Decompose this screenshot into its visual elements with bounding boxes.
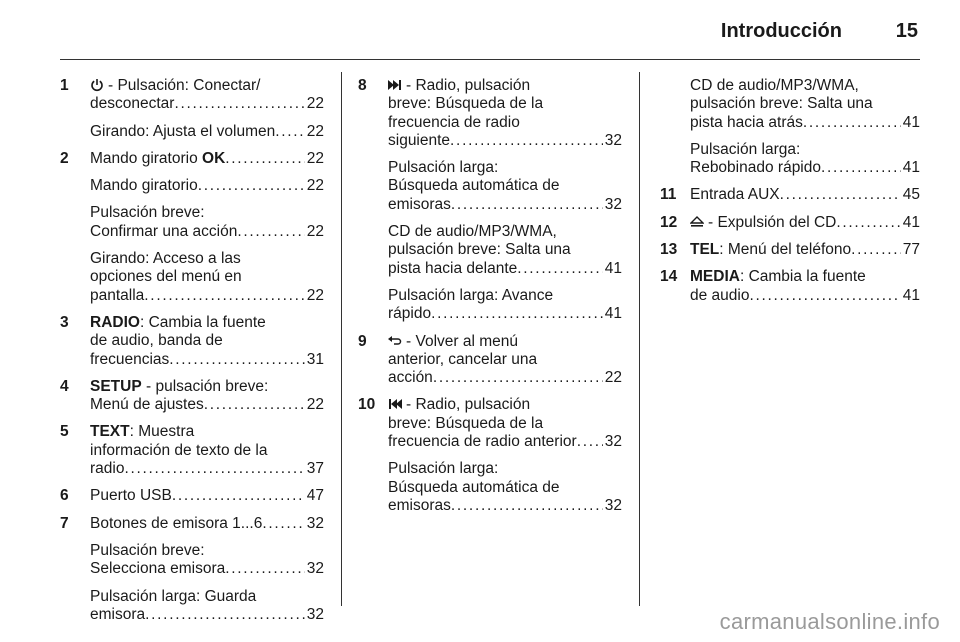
dot-leader <box>144 287 304 305</box>
entry-text: Pulsación larga: <box>388 460 499 478</box>
entry-paragraph <box>388 287 622 324</box>
entry-paragraph <box>90 314 324 369</box>
entry-number: 12 <box>660 213 678 231</box>
index-entry <box>60 487 324 505</box>
index-entry <box>60 314 324 369</box>
entry-text-main: Selecciona emisora <box>90 560 226 578</box>
entry-text: Pulsación larga: Avance <box>388 286 554 304</box>
dotted-line <box>90 287 324 305</box>
entry-line <box>90 542 324 560</box>
entry-number: 4 <box>60 377 69 395</box>
entry-text: Girando: Acceso a las <box>90 250 241 268</box>
dotted-line <box>388 433 622 451</box>
entry-text: información de texto de la <box>90 441 268 459</box>
entry-line <box>388 159 622 177</box>
dot-leader <box>821 159 901 177</box>
page-number: 15 <box>895 20 918 42</box>
page-reference: 22 <box>306 149 324 167</box>
entry-paragraph <box>90 77 324 114</box>
index-entry <box>660 214 920 232</box>
entry-number: 9 <box>358 332 367 350</box>
entry-paragraph <box>90 378 324 415</box>
entry-text <box>690 159 821 177</box>
dot-leader <box>262 515 304 533</box>
entry-text-main: Girando: Ajusta el volumen <box>90 122 276 140</box>
entry-line <box>388 177 622 195</box>
index-entry <box>660 268 920 305</box>
keyword: MEDIA <box>690 268 740 286</box>
entry-text <box>90 396 204 414</box>
dotted-line <box>90 351 324 369</box>
entry-paragraph <box>388 396 622 451</box>
entry-paragraph <box>90 123 324 141</box>
entry-text <box>388 433 577 451</box>
index-entry <box>660 241 920 259</box>
entry-number: 5 <box>60 423 69 441</box>
dot-leader <box>237 223 304 241</box>
dotted-line <box>690 241 920 259</box>
entry-text-main: frecuencia de radio anterior <box>388 433 577 451</box>
entry-text-main: emisoras <box>388 496 451 514</box>
entry-text: : Muestra <box>129 423 195 441</box>
entry-line <box>388 333 622 351</box>
keyword: TEL <box>690 241 720 259</box>
entry-line <box>388 415 622 433</box>
entry-text: : Cambia la fuente <box>739 268 866 286</box>
entry-line <box>90 204 324 222</box>
entry-text-main: rápido <box>388 305 432 323</box>
header-rule <box>60 59 920 60</box>
entry-paragraph <box>690 141 920 178</box>
entry-text-main: radio <box>90 460 125 478</box>
entry-number: 10 <box>358 396 376 414</box>
dotted-line <box>690 114 920 132</box>
entry-text: - pulsación breve: <box>141 377 269 395</box>
column-1 <box>60 77 324 633</box>
entry-text <box>90 351 169 369</box>
dot-leader <box>517 260 602 278</box>
dot-leader <box>451 196 603 214</box>
dotted-line <box>90 396 324 414</box>
index-entry <box>60 515 324 624</box>
entry-line <box>388 223 622 241</box>
entry-paragraph <box>90 204 324 241</box>
index-entry <box>660 186 920 204</box>
entry-text: Pulsación breve: <box>90 204 205 222</box>
dotted-line <box>388 497 622 515</box>
entry-text <box>690 186 780 204</box>
page-reference: 41 <box>902 113 920 131</box>
entry-paragraph <box>690 241 920 259</box>
entry-line <box>388 479 622 497</box>
page-reference: 77 <box>902 241 920 259</box>
dotted-line <box>690 186 920 204</box>
entry-text: de audio, banda de <box>90 332 223 350</box>
entry-paragraph <box>388 159 622 214</box>
entry-paragraph <box>90 150 324 168</box>
index-entry <box>358 77 622 324</box>
entry-text-main: Botones de emisora 1...6 <box>90 514 263 532</box>
dotted-line <box>388 305 622 323</box>
entry-line <box>388 77 622 95</box>
entry-text <box>690 114 803 132</box>
entry-number: 7 <box>60 514 69 532</box>
dot-leader <box>577 433 603 451</box>
page-reference: 41 <box>604 259 622 277</box>
entry-number: 3 <box>60 313 69 331</box>
entry-text <box>90 177 198 195</box>
page-reference: 22 <box>306 286 324 304</box>
entry-line <box>388 95 622 113</box>
entry-line <box>90 314 324 332</box>
dot-leader <box>124 460 304 478</box>
entry-text-main: emisora <box>90 605 146 623</box>
dotted-line <box>90 95 324 113</box>
dotted-line <box>690 214 920 232</box>
entry-text <box>388 132 450 150</box>
entry-text <box>90 287 144 305</box>
index-entry <box>60 378 324 415</box>
entry-line <box>388 287 622 305</box>
entry-line <box>90 268 324 286</box>
dotted-line <box>90 123 324 141</box>
entry-text: frecuencia de radio <box>388 113 520 131</box>
entry-text-main: Puerto USB <box>90 487 172 505</box>
entry-text: Pulsación larga: Guarda <box>90 587 257 605</box>
index-entry <box>358 333 622 388</box>
entry-number: 2 <box>60 149 69 167</box>
entry-line <box>90 77 324 95</box>
dotted-line <box>90 150 324 168</box>
entry-line <box>90 378 324 396</box>
entry-text-prefix: Mando giratorio <box>90 149 203 167</box>
entry-paragraph <box>90 423 324 478</box>
page-reference: 32 <box>306 560 324 578</box>
keyword: TEXT <box>90 423 130 441</box>
dotted-line <box>90 487 324 505</box>
column-2 <box>358 77 622 524</box>
dotted-line <box>90 460 324 478</box>
index-entry <box>358 396 622 515</box>
dot-leader <box>174 95 304 113</box>
dot-leader <box>431 305 603 323</box>
watermark: carmanualsonline.info <box>719 609 940 634</box>
entry-paragraph <box>690 268 920 305</box>
entry-number: 6 <box>60 487 69 505</box>
page-reference: 45 <box>902 186 920 204</box>
entry-number: 8 <box>358 77 367 94</box>
page-reference: 22 <box>604 369 622 387</box>
entry-paragraph <box>90 250 324 305</box>
entry-text: - Pulsación: Conectar/ <box>108 77 261 94</box>
page-reference: 32 <box>604 131 622 149</box>
dot-leader <box>275 123 305 141</box>
entry-text: pulsación breve: Salta una <box>690 95 873 113</box>
entry-line <box>90 332 324 350</box>
entry-number: 13 <box>660 241 678 259</box>
dot-leader <box>172 487 305 505</box>
dot-leader <box>851 241 901 259</box>
entry-text <box>90 460 124 478</box>
dot-leader <box>198 177 305 195</box>
back-icon <box>388 334 402 348</box>
entry-text-main: - Expulsión del CD <box>708 213 837 231</box>
entry-text <box>388 369 433 387</box>
entry-text <box>90 606 145 624</box>
entry-text <box>388 196 451 214</box>
entry-line <box>388 241 622 259</box>
keyword: SETUP <box>90 377 142 395</box>
page-reference: 22 <box>306 122 324 140</box>
page-reference: 22 <box>306 177 324 195</box>
entry-text-main: pista hacia atrás <box>690 113 803 131</box>
entry-text <box>90 223 237 241</box>
dotted-line <box>90 223 324 241</box>
entry-text <box>90 123 275 141</box>
entry-text: opciones del menú en <box>90 268 242 286</box>
entry-text: Búsqueda automática de <box>388 177 560 195</box>
next-track-icon <box>388 78 402 92</box>
entry-text <box>90 560 225 578</box>
entry-line <box>690 77 920 95</box>
entry-line <box>388 114 622 132</box>
page-reference: 41 <box>902 213 920 231</box>
entry-text: Búsqueda automática de <box>388 478 560 496</box>
dotted-line <box>90 515 324 533</box>
dot-leader <box>145 606 305 624</box>
entry-text-main: Entrada AUX <box>690 186 780 204</box>
entry-line <box>90 588 324 606</box>
entry-text-main: acción <box>388 369 433 387</box>
dotted-line <box>388 132 622 150</box>
page-reference: 41 <box>902 286 920 304</box>
entry-text: : Cambia la fuente <box>139 313 266 331</box>
page-reference: 22 <box>306 222 324 240</box>
dotted-line <box>690 287 920 305</box>
entry-text-main: Mando giratorio <box>90 177 198 195</box>
index-entry <box>60 150 324 305</box>
entry-number: 14 <box>660 268 678 286</box>
page-title: Introducción <box>720 20 842 42</box>
page-reference: 32 <box>306 514 324 532</box>
entry-paragraph <box>90 487 324 505</box>
entry-paragraph <box>388 77 622 150</box>
keyword: OK <box>202 149 226 167</box>
page-reference: 31 <box>306 350 324 368</box>
entry-text <box>388 260 517 278</box>
entry-line <box>388 351 622 369</box>
column-divider-1 <box>341 72 342 606</box>
entry-text-main: pista hacia delante <box>388 259 518 277</box>
dotted-line <box>90 560 324 578</box>
entry-text-main: desconectar <box>90 95 175 113</box>
entry-paragraph <box>690 77 920 132</box>
entry-line <box>388 396 622 414</box>
page-reference: 32 <box>306 605 324 623</box>
entry-text <box>690 241 851 259</box>
entry-text-main: pantalla <box>90 286 145 304</box>
entry-text: anterior, cancelar una <box>388 350 538 368</box>
index-entry <box>60 77 324 141</box>
entry-text: breve: Búsqueda de la <box>388 414 544 432</box>
entry-text: - Volver al menú <box>406 332 518 350</box>
page-reference: 47 <box>306 487 324 505</box>
dotted-line <box>388 260 622 278</box>
dot-leader <box>169 351 304 369</box>
page-reference: 37 <box>306 460 324 478</box>
entry-paragraph <box>388 333 622 388</box>
entry-paragraph <box>90 515 324 533</box>
dotted-line <box>690 159 920 177</box>
entry-text: Pulsación breve: <box>90 541 205 559</box>
dot-leader <box>749 287 900 305</box>
entry-paragraph <box>90 542 324 579</box>
entry-text-main: emisoras <box>388 195 451 213</box>
index-entry <box>60 423 324 478</box>
entry-line <box>90 442 324 460</box>
dot-leader <box>451 497 603 515</box>
entry-text <box>90 487 172 505</box>
dot-leader <box>450 132 603 150</box>
entry-paragraph <box>90 588 324 625</box>
dot-leader <box>225 560 304 578</box>
dot-leader <box>225 150 304 168</box>
entry-text: CD de audio/MP3/WMA, <box>690 77 859 94</box>
entry-paragraph <box>388 460 622 515</box>
entry-text: Pulsación larga: <box>690 140 801 158</box>
power-icon <box>90 78 104 92</box>
page-reference: 32 <box>604 195 622 213</box>
page-reference: 32 <box>604 433 622 451</box>
entry-line <box>90 423 324 441</box>
dot-leader <box>836 214 900 232</box>
entry-text: pulsación breve: Salta una <box>388 241 571 259</box>
page-reference: 22 <box>306 95 324 113</box>
entry-text: CD de audio/MP3/WMA, <box>388 223 557 241</box>
entry-text: breve: Búsqueda de la <box>388 95 544 113</box>
dot-leader <box>803 114 901 132</box>
entry-text-main: Menú de ajustes <box>90 396 204 414</box>
entry-number: 11 <box>660 186 677 204</box>
dotted-line <box>90 606 324 624</box>
dot-leader <box>780 186 901 204</box>
entry-text <box>90 95 174 113</box>
entry-text: Pulsación larga: <box>388 159 499 177</box>
entry-text-main: Confirmar una acción <box>90 222 238 240</box>
entry-text: - Radio, pulsación <box>406 396 531 414</box>
previous-track-icon <box>388 397 402 411</box>
column-3 <box>660 77 920 314</box>
entry-text-main: Rebobinado rápido <box>690 159 821 177</box>
entry-text-main: siguiente <box>388 131 451 149</box>
page-header <box>60 16 920 46</box>
page-reference: 22 <box>306 396 324 414</box>
entry-line <box>690 95 920 113</box>
entry-text: - Radio, pulsación <box>406 77 531 94</box>
entry-paragraph <box>690 186 920 204</box>
entry-text <box>690 287 749 305</box>
entry-line <box>690 268 920 286</box>
entry-paragraph <box>90 177 324 195</box>
dotted-line <box>90 177 324 195</box>
column-divider-2 <box>639 72 640 606</box>
entry-text-main: : Menú del teléfono <box>719 241 852 259</box>
page-reference: 41 <box>902 159 920 177</box>
eject-icon <box>690 215 704 229</box>
entry-paragraph <box>690 214 920 232</box>
entry-text <box>90 150 225 168</box>
entry-text-main: frecuencias <box>90 350 170 368</box>
entry-text <box>388 305 431 323</box>
dot-leader <box>433 369 603 387</box>
dot-leader <box>204 396 305 414</box>
entry-line <box>690 141 920 159</box>
index-entry <box>660 77 920 177</box>
entry-text-main: de audio <box>690 286 750 304</box>
keyword: RADIO <box>90 313 140 331</box>
entry-number: 1 <box>60 77 69 94</box>
entry-paragraph <box>388 223 622 278</box>
entry-text <box>690 214 836 232</box>
page-reference: 32 <box>604 496 622 514</box>
entry-line <box>388 460 622 478</box>
dotted-line <box>388 369 622 387</box>
entry-line <box>90 250 324 268</box>
entry-text <box>90 515 262 533</box>
page-reference: 41 <box>604 305 622 323</box>
dotted-line <box>388 196 622 214</box>
entry-text <box>388 497 451 515</box>
